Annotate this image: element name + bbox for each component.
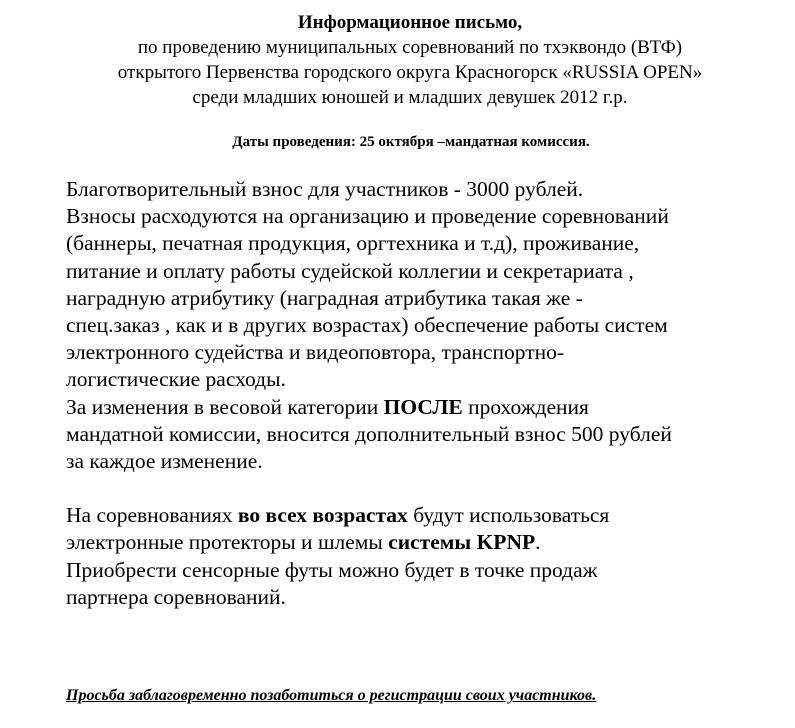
weight-line-3: за каждое изменение. xyxy=(66,449,263,474)
fee-paragraph xyxy=(66,176,786,394)
protectors-line-3: Приобрести сенсорные футы можно будет в точке продаж xyxy=(66,557,598,582)
weight-paragraph xyxy=(66,394,786,476)
protectors-text-2: будут использоваться xyxy=(407,503,610,528)
header-line-1: по проведению муниципальных соревнований по тхэквондо (ВТФ) xyxy=(137,37,683,58)
weight-text-2: прохождения xyxy=(462,394,589,419)
protectors-bold-system: системы KPNP xyxy=(388,530,536,555)
protectors-line-4: партнера соревнований. xyxy=(66,584,286,609)
letter-body xyxy=(66,176,786,611)
header-line-3: среди младших юношей и младших девушек 2012 г.р. xyxy=(192,87,628,108)
weight-line-1 xyxy=(66,394,786,421)
registration-request-dot: . xyxy=(592,687,597,704)
protectors-bold-ages: во всех возрастах xyxy=(237,503,408,528)
protectors-line-2 xyxy=(66,529,786,556)
weight-line-2: мандатной комиссии, вносится дополнительный взнос 500 рублей xyxy=(66,421,672,446)
header-line-2: открытого Первенства городского округа Красногорск «RUSSIA OPEN» xyxy=(117,62,703,83)
fee-line-1: Благотворительный взнос для участников - 3000 рублей. xyxy=(66,177,584,201)
protectors-line-1 xyxy=(66,502,786,529)
fee-line-6: спец.заказ , как и в других возрастах) обеспечение работы систем xyxy=(66,313,668,338)
fee-line-8: логистические расходы. xyxy=(66,367,286,392)
protectors-paragraph xyxy=(66,502,786,611)
letter-header xyxy=(0,10,795,110)
event-dates: Даты проведения: 25 октября –мандатная комиссия. xyxy=(232,134,590,150)
protectors-text-4: . xyxy=(535,530,541,555)
weight-bold-after: ПОСЛЕ xyxy=(383,394,463,419)
fee-line-5: наградную атрибутику (наградная атрибутика такая же - xyxy=(66,285,583,310)
weight-text-1: За изменения в весовой категории xyxy=(66,394,384,419)
protectors-text-1: На соревнованиях xyxy=(66,503,238,528)
fee-line-7: электронного судейства и видеоповтора, транспортно- xyxy=(66,340,565,365)
fee-line-2: Взносы расходуются на организацию и проведение соревнований xyxy=(66,204,669,229)
fee-line-3: (баннеры, печатная продукция, оргтехника и т.д), проживание, xyxy=(66,231,640,256)
paragraph-gap xyxy=(66,475,786,502)
letter-title: Информационное письмо, xyxy=(297,12,523,33)
fee-line-4: питание и оплату работы судейской коллегии и секретариата , xyxy=(66,258,634,283)
registration-request-text: Просьба заблаговременно позаботиться о регистрации своих участников xyxy=(66,687,593,704)
registration-request xyxy=(66,686,596,706)
protectors-text-3: электронные протекторы и шлемы xyxy=(66,530,389,555)
